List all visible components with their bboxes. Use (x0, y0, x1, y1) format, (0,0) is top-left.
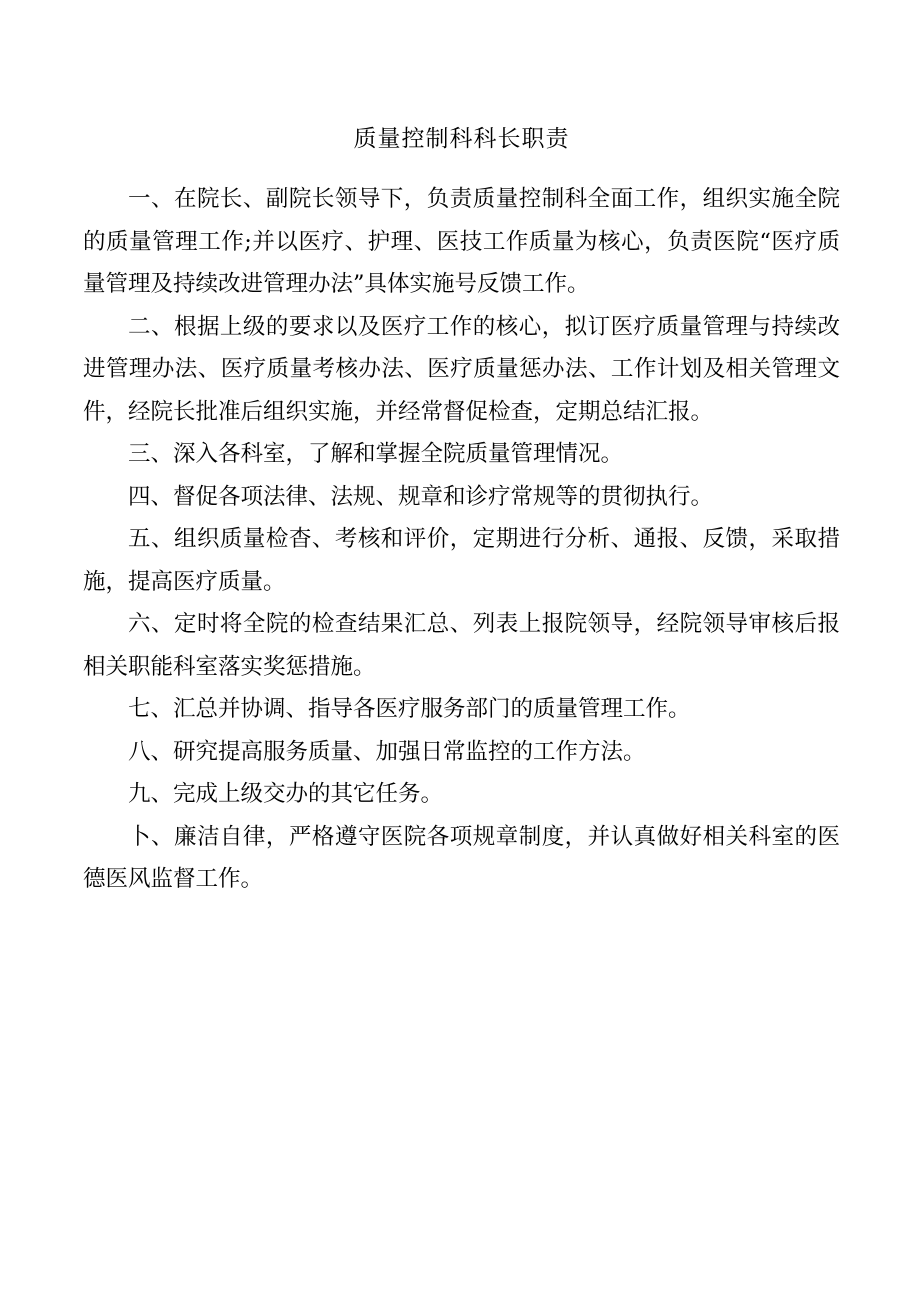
duty-clause-6: 六、定时将全院的检查结果汇总、列表上报院领导，经院领导审核后报相关职能科室落实奖惩措施。 (83, 611, 840, 680)
duty-clause-2: 二、根据上级的要求以及医疗工作的核心，拟订医疗质量管理与持续改进管理办法、医疗质量考核办法、医疗质量惩办法、工作计划及相关管理文件，经院长批准后组织实施，并经常督促检查，定期总结汇报。 (83, 313, 840, 425)
document-title: 质量控制科科长职责 (353, 126, 570, 152)
duty-clause-10: 卜、廉洁自律，严格遵守医院各项规章制度，并认真做好相关科室的医德医风监督工作。 (83, 823, 840, 892)
document-page (83, 118, 840, 901)
duty-clause-5: 五、组织质量检杳、考核和评价，定期进行分析、通报、反馈，采取措施，提高医疗质量。 (83, 526, 840, 595)
duty-clause-4: 四、督促各项法律、法规、规章和诊疗常规等的贯彻执行。 (128, 483, 714, 510)
duty-clause-8: 八、研究提高服务质量、加强日常监控的工作方法。 (128, 738, 646, 765)
duty-clause-3: 三、深入各科室，了解和掌握全院质量管理情况。 (128, 441, 624, 467)
duty-clause-1: 一、在院长、副院长领导下，负责质量控制科全面工作，组织实施全院的质量管理工作;并以医疗、护理、医技工作质量为核心，负责医院“医疗质量管理及持续改进管理办法”具体实施号反馈工作。 (83, 186, 840, 297)
duty-clause-7: 七、汇总并协调、指导各医疗服务部门的质量管理工作。 (128, 696, 691, 722)
duty-clause-9: 九、完成上级交办的其它任务。 (128, 781, 444, 807)
